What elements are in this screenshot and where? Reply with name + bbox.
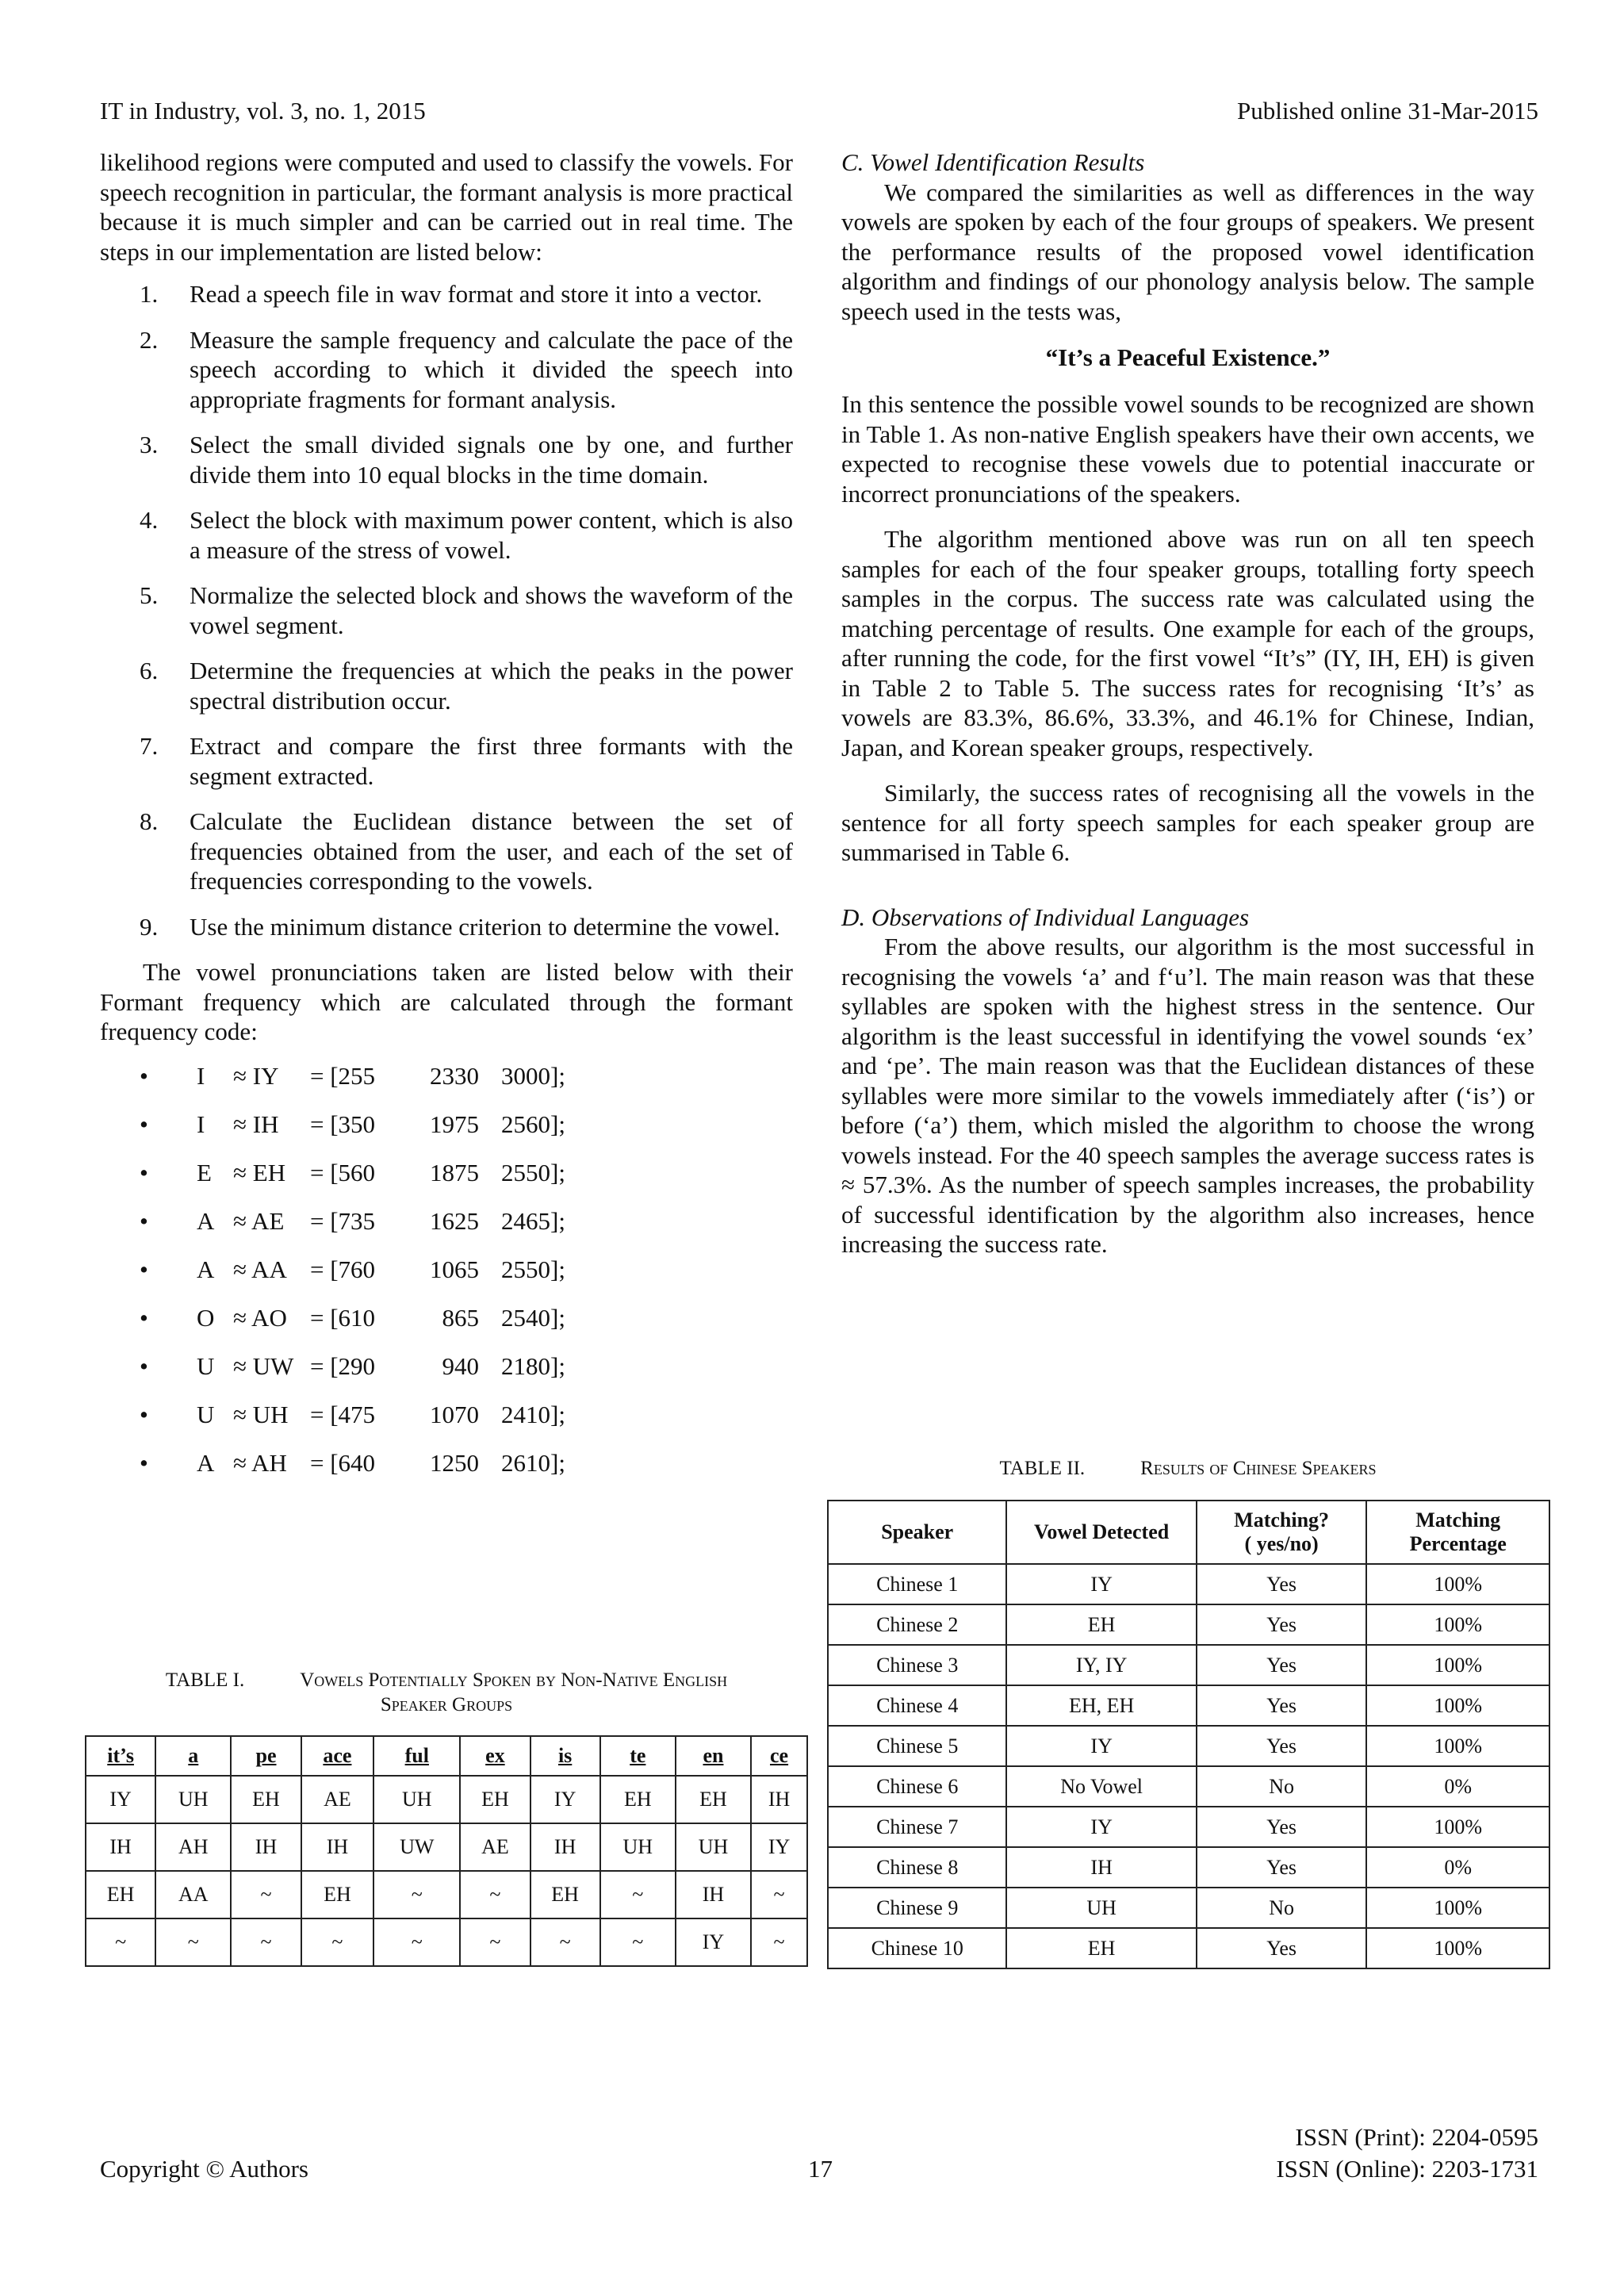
table-cell: 100% [1366,1928,1549,1968]
table-cell: 100% [1366,1726,1549,1766]
table-cell: EH [1006,1928,1196,1968]
table-cell: ~ [373,1918,460,1966]
table-cell: Chinese 3 [828,1645,1006,1685]
table-row [828,1726,1549,1766]
table-cell: EH [460,1776,530,1823]
table-row [828,1564,1549,1604]
list-item: • I ≈ IH = [350 1975 2560]; [140,1110,565,1138]
table-row [828,1928,1549,1968]
table-cell: ~ [600,1918,676,1966]
table-cell: IH [530,1823,600,1871]
paragraph: We compared the similarities as well as differences in the way vowels are spoken by each of the four groups of speakers. We present the performance results of the proposed vowel identification algorithm and findings of our phonology analysis below. The sample speech used in the tests was, [841,178,1534,325]
section-d-title: D. Observations of Individual Languages [841,903,1250,931]
table-cell: IH [86,1823,155,1871]
table-cell: Yes [1197,1564,1367,1604]
table-cell: Yes [1197,1685,1367,1726]
published-date: Published online 31-Mar-2015 [1237,97,1538,125]
list-item: 2. Measure the sample frequency and calculate the pace of the speech according to which it divided the speech into appropriate fragments for formant analysis. [140,325,793,413]
table-header-cell: Matching Percentage [1366,1501,1549,1564]
list-item: 8. Calculate the Euclidean distance between the set of frequencies obtained from the user, and each of the set of frequencies corresponding to the vowels. [140,807,793,895]
table-row [86,1918,807,1966]
formant-intro: The vowel pronunciations taken are listed below with their Formant frequency which are calculated through the formant frequency code: [100,958,793,1045]
table-cell: 100% [1366,1645,1549,1685]
table-cell: ~ [600,1871,676,1918]
table-cell: IY [86,1776,155,1823]
paragraph: Similarly, the success rates of recognising all the vowels in the sentence for all forty speech samples for each speaker group are summarised in Table 6. [841,779,1534,866]
list-item: 6. Determine the frequencies at which the peaks in the power spectral distribution occur. [140,657,793,715]
table-cell: IY [530,1776,600,1823]
list-item: • A ≈ AE = [735 1625 2465]; [140,1206,565,1235]
table1-vowels [85,1735,808,1967]
table-cell: AE [460,1823,530,1871]
paragraph: The algorithm mentioned above was run on all ten speech samples for each of the four speaker groups, totalling forty speech samples in the corpus. The success rate was calculated using the matching percentage of results. One example for each of the groups, after running the code, for the first vowel “It’s” (IY, IH, EH) is given in Table 2 to Table 5. The success rates for recognising ‘It’s’ as vowels are 83.3%, 86.6%, 33.3%, and 46.1% for Chinese, Indian, Japan, and Korean speaker groups, respectively. [841,525,1534,761]
list-item: 5. Normalize the selected block and shows the waveform of the vowel segment. [140,581,793,639]
table-cell: 100% [1366,1604,1549,1645]
table-cell: Yes [1197,1928,1367,1968]
list-item: • U ≈ UH = [475 1070 2410]; [140,1400,565,1428]
table-cell: 100% [1366,1807,1549,1847]
table-row [86,1776,807,1823]
table-cell: Yes [1197,1847,1367,1888]
table-cell: EH [231,1776,301,1823]
table-cell: IH [1006,1847,1196,1888]
table-header-row [828,1501,1549,1564]
table-cell: AH [155,1823,231,1871]
table-row [828,1807,1549,1847]
intro-paragraph: likelihood regions were computed and used to classify the vowels. For speech recognition in particular, the formant analysis is more practical because it is much simpler and can be carried out in real time. The steps in our implementation are listed below: [100,148,793,266]
table-header-cell: ex [460,1736,530,1776]
table-cell: IY [1006,1726,1196,1766]
table-header-cell: pe [231,1736,301,1776]
table-cell: 100% [1366,1564,1549,1604]
table-cell: Yes [1197,1726,1367,1766]
list-item: 4. Select the block with maximum power content, which is also a measure of the stress of vowel. [140,506,793,564]
table-cell: EH [1006,1604,1196,1645]
list-item: • I ≈ IY = [255 2330 3000]; [140,1061,565,1090]
table-row [828,1766,1549,1807]
table-row [828,1888,1549,1928]
table-cell: IH [301,1823,374,1871]
table-cell: 0% [1366,1766,1549,1807]
table-cell: UH [676,1823,751,1871]
paragraph: In this sentence the possible vowel sounds to be recognized are shown in Table 1. As non-native English speakers have their own accents, we expected to recognise these vowels due to potential inaccurate or incorrect pronunciations of the speakers. [841,390,1534,508]
copyright: Copyright © Authors [100,2155,308,2183]
list-item: 9. Use the minimum distance criterion to determine the vowel. [140,912,780,941]
table2-caption: TABLE II. Results of Chinese Speakers [999,1458,1377,1479]
table-cell: IY [751,1823,807,1871]
table-row [828,1685,1549,1726]
table1-caption: TABLE I. Vowels Potentially Spoken by Non-Native English Speaker Groups [165,1669,728,1715]
table-cell: UH [600,1823,676,1871]
table-cell: Chinese 8 [828,1847,1006,1888]
table-cell: ~ [373,1871,460,1918]
table-cell: UH [1006,1888,1196,1928]
list-item: 3. Select the small divided signals one by one, and further divide them into 10 equal blocks in the time domain. [140,431,793,489]
paragraph: From the above results, our algorithm is the most successful in recognising the vowels ‘a’ and f‘u’l. The main reason was that these syllables are spoken with the highest stress in the sentence. Our algorithm is the least successful in identifying the vowel sounds ‘ex’ and ‘pe’. The main reason was that the Euclidean distances of these syllables were more similar to the vowels immediately after (‘is’) or before (‘a’) them, which misled the algorithm to choose the wrong vowels instead. For the 40 speech samples the average success rates is ≈ 57.3%. As the number of speech samples increases, the probability of successful identification by the algorithm also increases, hence increasing the success rate. [841,933,1534,1258]
list-item: 7. Extract and compare the first three formants with the segment extracted. [140,732,793,790]
table-cell: 100% [1366,1888,1549,1928]
table-cell: ~ [155,1918,231,1966]
table-header-cell: it’s [86,1736,155,1776]
table-cell: IH [676,1871,751,1918]
table-cell: Yes [1197,1645,1367,1685]
table-cell: No [1197,1766,1367,1807]
table-cell: Chinese 9 [828,1888,1006,1928]
table-row [828,1645,1549,1685]
table-cell: IH [231,1823,301,1871]
table-cell: UH [155,1776,231,1823]
right-column [841,148,1534,1259]
list-item: • A ≈ AA = [760 1065 2550]; [140,1255,565,1283]
table-header-cell: te [600,1736,676,1776]
table-cell: ~ [751,1871,807,1918]
table-cell: AE [301,1776,374,1823]
table-header-row [86,1736,807,1776]
journal-header: IT in Industry, vol. 3, no. 1, 2015 [100,97,426,125]
table-cell: AA [155,1871,231,1918]
table-cell: IY, IY [1006,1645,1196,1685]
table-row [828,1604,1549,1645]
table-cell: EH [676,1776,751,1823]
table-cell: Chinese 5 [828,1726,1006,1766]
table-cell: Chinese 2 [828,1604,1006,1645]
table-cell: ~ [86,1918,155,1966]
issn-print: ISSN (Print): 2204-0595 [1295,2123,1538,2151]
table-cell: ~ [231,1871,301,1918]
table-cell: Yes [1197,1604,1367,1645]
list-item: • U ≈ UW = [290 940 2180]; [140,1351,565,1380]
table-cell: ~ [231,1918,301,1966]
table-row [86,1823,807,1871]
table-cell: IY [676,1918,751,1966]
left-column [100,148,793,1497]
table-cell: IY [1006,1807,1196,1847]
list-item: • A ≈ AH = [640 1250 2610]; [140,1448,565,1477]
table2-chinese-results [827,1500,1550,1969]
table-cell: ~ [460,1918,530,1966]
table-cell: Chinese 4 [828,1685,1006,1726]
table-row [86,1871,807,1918]
table-cell: EH [86,1871,155,1918]
table-row [828,1847,1549,1888]
table-cell: No [1197,1888,1367,1928]
list-item: • O ≈ AO = [610 865 2540]; [140,1303,565,1332]
table1-body [86,1776,807,1966]
table-cell: ~ [530,1918,600,1966]
table-cell: Chinese 10 [828,1928,1006,1968]
table-header-cell: ce [751,1736,807,1776]
table-cell: ~ [751,1918,807,1966]
table-header-cell: en [676,1736,751,1776]
table-cell: ~ [460,1871,530,1918]
list-item: 1. Read a speech file in wav format and store it into a vector. [140,280,763,308]
table-cell: No Vowel [1006,1766,1196,1807]
table-header-cell: ful [373,1736,460,1776]
list-item: • E ≈ EH = [560 1875 2550]; [140,1158,565,1186]
page-number: 17 [808,2155,833,2183]
section-c-title: C. Vowel Identification Results [841,148,1145,176]
table-cell: UH [373,1776,460,1823]
formant-list [100,1061,793,1497]
issn-online: ISSN (Online): 2203-1731 [1276,2155,1538,2183]
table-header-cell: a [155,1736,231,1776]
table-cell: IH [751,1776,807,1823]
table-cell: Chinese 7 [828,1807,1006,1847]
table-header-cell: is [530,1736,600,1776]
table-header-cell: Matching? ( yes/no) [1197,1501,1367,1564]
table-header-cell: Speaker [828,1501,1006,1564]
table2-body [828,1564,1549,1968]
table-cell: EH, EH [1006,1685,1196,1726]
table-cell: Yes [1197,1807,1367,1847]
sample-sentence: “It’s a Peaceful Existence.” [1045,343,1331,371]
table-cell: EH [600,1776,676,1823]
implementation-steps [100,279,793,941]
table-cell: 0% [1366,1847,1549,1888]
table-header-cell: Vowel Detected [1006,1501,1196,1564]
table-header-cell: ace [301,1736,374,1776]
table-cell: EH [301,1871,374,1918]
table-cell: Chinese 6 [828,1766,1006,1807]
table-cell: UW [373,1823,460,1871]
table-cell: Chinese 1 [828,1564,1006,1604]
table-cell: EH [530,1871,600,1918]
table-cell: IY [1006,1564,1196,1604]
table-cell: 100% [1366,1685,1549,1726]
table-cell: ~ [301,1918,374,1966]
